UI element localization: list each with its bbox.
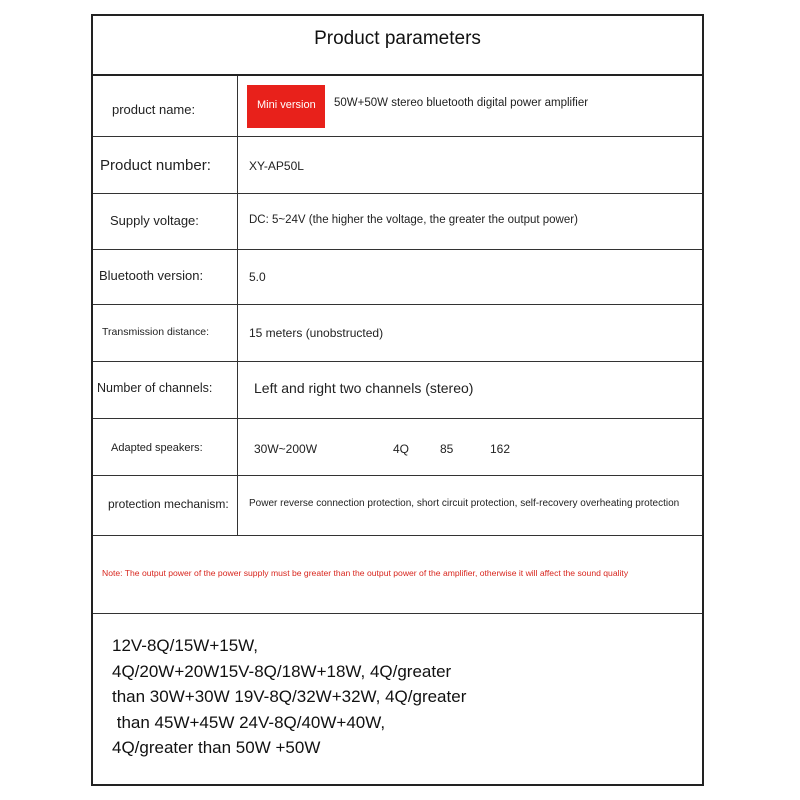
number-of-channels-value: Left and right two channels (stereo) (254, 380, 474, 396)
product-number-label: Product number: (100, 157, 211, 174)
spec-line: 12V-8Q/15W+15W, (112, 636, 258, 655)
value-cell (238, 76, 702, 136)
supply-voltage-value: DC: 5~24V (the higher the voltage, the greater the output power) (249, 214, 578, 226)
note-row (93, 536, 702, 614)
value-cell (238, 419, 702, 475)
output-power-specs (112, 633, 466, 761)
bluetooth-version-label: Bluetooth version: (99, 268, 204, 283)
row-transmission-distance (93, 305, 702, 362)
badge-text: Mini version (257, 99, 316, 111)
supply-voltage-label: Supply voltage: (110, 213, 199, 228)
mini-version-badge (247, 85, 325, 128)
value-cell (238, 250, 702, 304)
adapted-speakers-label: Adapted speakers: (111, 442, 203, 454)
speaker-power-value: 30W~200W (254, 442, 318, 456)
transmission-distance-value: 15 meters (unobstructed) (249, 326, 384, 340)
label-cell (93, 194, 238, 249)
row-protection-mechanism (93, 476, 702, 536)
row-bluetooth-version (93, 250, 702, 305)
value-cell (238, 362, 702, 418)
product-number-value: XY-AP50L (249, 159, 304, 173)
power-supply-note: Note: The output power of the power supply must be greater than the output power of the amplifier, otherwise it will affect the sound quality (102, 568, 629, 578)
transmission-distance-label: Transmission distance: (102, 326, 209, 338)
label-cell (93, 419, 238, 475)
label-cell (93, 250, 238, 304)
bluetooth-version-value: 5.0 (249, 270, 266, 284)
page-title: Product parameters (314, 28, 481, 49)
spec-line: 4Q/20W+20W15V-8Q/18W+18W, 4Q/greater (112, 661, 452, 681)
spec-line: 4Q/greater than 50W +50W (112, 738, 321, 757)
value-cell (238, 476, 702, 535)
product-name-value: 50W+50W stereo bluetooth digital power amplifier (334, 97, 589, 109)
number-of-channels-label: Number of channels: (97, 381, 213, 395)
product-parameters-sheet (91, 14, 704, 786)
value-cell (238, 194, 702, 249)
protection-mechanism-label: protection mechanism: (108, 497, 229, 511)
value-cell (238, 137, 702, 193)
label-cell (93, 137, 238, 193)
label-cell (93, 76, 238, 136)
row-supply-voltage (93, 194, 702, 250)
title-row (93, 16, 702, 76)
label-cell (93, 476, 238, 535)
spec-line: than 30W+30W 19V-8Q/32W+32W, 4Q/greater (112, 687, 467, 706)
label-cell (93, 362, 238, 418)
row-number-of-channels (93, 362, 702, 419)
product-name-label: product name: (112, 102, 196, 117)
speaker-value-85: 85 (440, 442, 454, 456)
speaker-value-162: 162 (490, 442, 511, 456)
label-cell (93, 305, 238, 361)
spec-line: than 45W+45W 24V-8Q/40W+40W, (112, 712, 386, 732)
value-cell (238, 305, 702, 361)
row-product-name (93, 76, 702, 137)
row-adapted-speakers (93, 419, 702, 476)
protection-mechanism-value: Power reverse connection protection, short circuit protection, self-recovery overheating protection (249, 498, 680, 509)
speaker-impedance-value: 4Q (393, 442, 410, 456)
row-product-number (93, 137, 702, 194)
